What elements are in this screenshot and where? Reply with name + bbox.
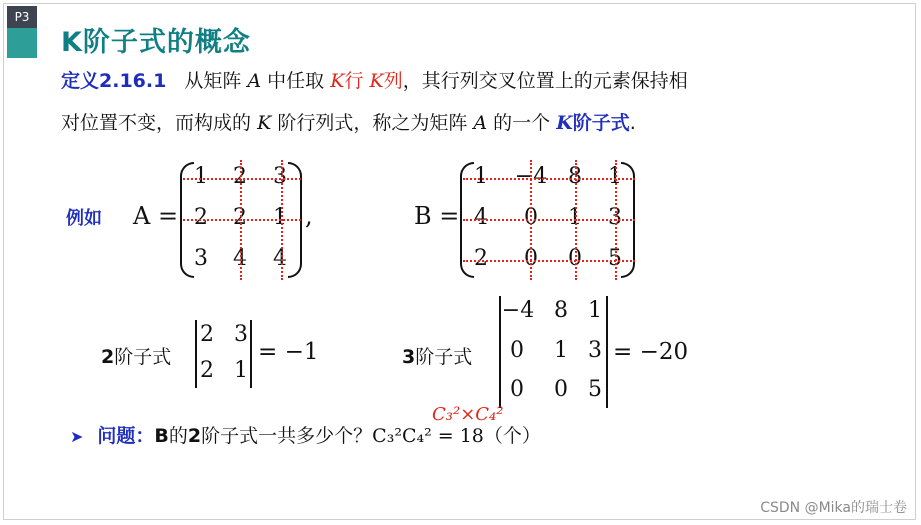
handwritten-annotation: C₃²×C₄² — [432, 404, 504, 425]
k-symbol: K — [257, 112, 272, 134]
minor-cell: −4 — [501, 298, 535, 323]
def-text: 阶行列式，称之为矩阵 — [277, 112, 468, 134]
matrix-cell: 3 — [273, 164, 287, 189]
minor-word: 阶子式 — [572, 112, 630, 134]
matrix-cell: 1 — [568, 205, 582, 230]
selection-line-row — [183, 178, 301, 180]
selection-line-col — [575, 160, 577, 280]
matrix-cell: 1 — [474, 164, 488, 189]
matrix-cell: 2 — [233, 164, 247, 189]
minor-cell: 5 — [588, 377, 602, 402]
q-text: 2 — [187, 425, 202, 447]
bullet-arrow-icon: ➤ — [70, 427, 84, 446]
q-formula: C₃²C₄² = 18 — [372, 425, 484, 447]
minor-cell: 1 — [234, 358, 248, 383]
def-text: 对位置不变，而构成的 — [61, 112, 252, 134]
matrix-cell: 1 — [273, 205, 287, 230]
minor-cell: 2 — [200, 322, 214, 347]
definition-label: 定义2.16.1 — [61, 70, 167, 92]
selection-line-row — [463, 178, 635, 180]
selection-line-col — [615, 160, 617, 280]
def-text: 从矩阵 — [184, 70, 242, 92]
minor2-word: 阶子式 — [114, 346, 172, 368]
matrix-cell: 2 — [474, 246, 488, 271]
selection-line-col — [240, 160, 242, 280]
selection-line-col — [281, 160, 283, 280]
selection-line-row — [463, 260, 635, 262]
minor2-order: 2 — [101, 346, 115, 368]
minor-cell: 3 — [588, 338, 602, 363]
minor-cell: 0 — [510, 338, 524, 363]
matrix-cell: 2 — [194, 205, 208, 230]
minor-cell: 8 — [554, 298, 568, 323]
minor3-result: = −20 — [613, 339, 689, 365]
matrix-b-name: B = — [414, 202, 460, 230]
minor-cell: 0 — [554, 377, 568, 402]
q-text: 阶子式一共多少个？ — [201, 425, 373, 447]
matrix-cell: −4 — [514, 164, 548, 189]
minor3-word: 阶子式 — [415, 346, 473, 368]
matrix-a-comma: , — [305, 202, 313, 230]
matrix-cell: 2 — [233, 205, 247, 230]
matrix-cell: 3 — [608, 205, 622, 230]
q-text: 的 — [168, 425, 188, 447]
def-text: 中任取 — [267, 70, 325, 92]
selection-line-col — [530, 160, 532, 280]
minor-cell: 2 — [200, 358, 214, 383]
def-text: ，其行列交叉位置上的元素保持相 — [402, 70, 688, 92]
page-number-tag: P3 — [7, 6, 37, 28]
k-symbol: K — [330, 70, 345, 92]
example-label: 例如 — [66, 208, 102, 229]
watermark: CSDN @Mika的瑞士卷 — [760, 500, 907, 516]
selection-line-row — [183, 219, 301, 221]
matrix-a-name: A = — [133, 202, 179, 230]
minor3-label — [402, 342, 472, 369]
matrix-symbol: A — [247, 70, 262, 92]
minor-cell: 1 — [588, 298, 602, 323]
minor2-label — [101, 342, 171, 369]
matrix-cell: 0 — [524, 246, 538, 271]
matrix-cell: 1 — [608, 164, 622, 189]
minor3-order: 3 — [402, 346, 416, 368]
minor-cell: 0 — [510, 377, 524, 402]
question-label: 问题： — [97, 425, 155, 447]
definition-line-1 — [61, 66, 688, 93]
matrix-cell: 3 — [194, 246, 208, 271]
matrix-cell: 0 — [524, 205, 538, 230]
minor-cell: 3 — [234, 322, 248, 347]
cols-word: 列 — [383, 70, 403, 92]
matrix-symbol: A — [473, 112, 488, 134]
k-symbol: K — [556, 112, 573, 134]
def-text: 的一个 — [493, 112, 551, 134]
k-symbol: K — [369, 70, 384, 92]
rows-word: 行 — [344, 70, 364, 92]
title-accent-block — [7, 28, 37, 58]
def-period: . — [629, 112, 636, 134]
minor-cell: 1 — [554, 338, 568, 363]
slide-title: K阶子式的概念 — [61, 27, 251, 58]
definition-line-2 — [61, 108, 636, 135]
matrix-cell: 4 — [233, 246, 247, 271]
matrix-cell: 1 — [194, 164, 208, 189]
matrix-cell: 8 — [568, 164, 582, 189]
matrix-cell: 0 — [568, 246, 582, 271]
matrix-cell: 5 — [608, 246, 622, 271]
matrix-cell: 4 — [273, 246, 287, 271]
selection-line-row — [463, 219, 635, 221]
q-text: B — [154, 425, 169, 447]
question-line — [70, 421, 541, 448]
matrix-cell: 4 — [474, 205, 488, 230]
minor2-result: = −1 — [258, 339, 319, 365]
q-unit: （个） — [483, 425, 541, 447]
